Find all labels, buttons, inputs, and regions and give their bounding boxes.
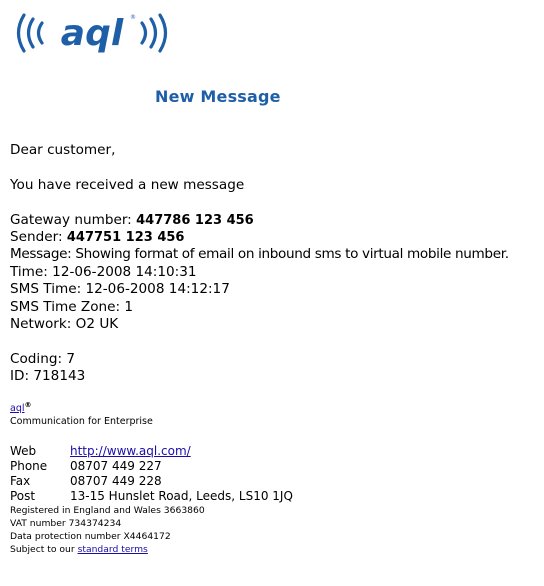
terms-prefix: Subject to our [10, 544, 78, 556]
contact-post-row [10, 489, 540, 504]
logo-registered-mark: ® [130, 14, 136, 21]
contact-web-label: Web [10, 444, 37, 459]
intro-text: You have received a new message [10, 176, 245, 193]
coding-line: Coding: 7 [10, 350, 76, 367]
standard-terms-link[interactable]: standard terms [77, 544, 148, 556]
registered-line: Registered in England and Wales 3663860 [10, 505, 205, 517]
vat-line: VAT number 734374234 [10, 518, 122, 530]
greeting: Dear customer, [10, 142, 116, 158]
contact-fax-value: 08707 449 228 [70, 474, 162, 489]
sender-value: 447751 123 456 [66, 229, 185, 245]
footer [10, 399, 540, 557]
data-protection-line: Data protection number X4464172 [10, 531, 171, 543]
contact-web-row [10, 444, 540, 459]
message-body [10, 142, 540, 385]
contact-phone-label: Phone [10, 459, 48, 474]
contact-post-label: Post [10, 489, 36, 504]
network-line: Network: O2 UK [10, 315, 119, 332]
contact-phone-value: 08707 449 227 [70, 459, 162, 474]
contact-block [10, 444, 540, 504]
message-line: Message: Showing format of email on inbound sms to virtual mobile number. [10, 246, 509, 263]
aql-link[interactable]: aql [10, 403, 25, 415]
gateway-value: 447786 123 456 [136, 212, 254, 228]
time-line: Time: 12-06-2008 14:10:31 [10, 263, 197, 280]
contact-post-value: 13-15 Hunslet Road, Leeds, LS10 1JQ [70, 489, 293, 504]
gateway-row [10, 212, 540, 229]
footer-tagline: Communication for Enterprise [10, 415, 153, 427]
gateway-label: Gateway number: [10, 211, 132, 228]
contact-fax-label: Fax [10, 474, 31, 489]
registered-mark: ® [24, 401, 32, 409]
aql-logo-graphic [12, 9, 172, 57]
footer-brand [10, 399, 540, 416]
aql-logo [12, 9, 172, 57]
sender-row [10, 229, 540, 246]
sms-timezone-line: SMS Time Zone: 1 [10, 298, 134, 315]
sms-time-line: SMS Time: 12-06-2008 14:12:17 [10, 281, 230, 298]
terms-line [10, 543, 540, 556]
contact-fax-row [10, 474, 540, 489]
contact-phone-row [10, 459, 540, 474]
aql-logo-text: aql [60, 13, 124, 54]
page-title: New Message [155, 87, 281, 106]
sender-label: Sender: [10, 228, 63, 245]
id-line: ID: 718143 [10, 368, 86, 385]
website-link[interactable]: http://www.aql.com/ [70, 444, 191, 459]
